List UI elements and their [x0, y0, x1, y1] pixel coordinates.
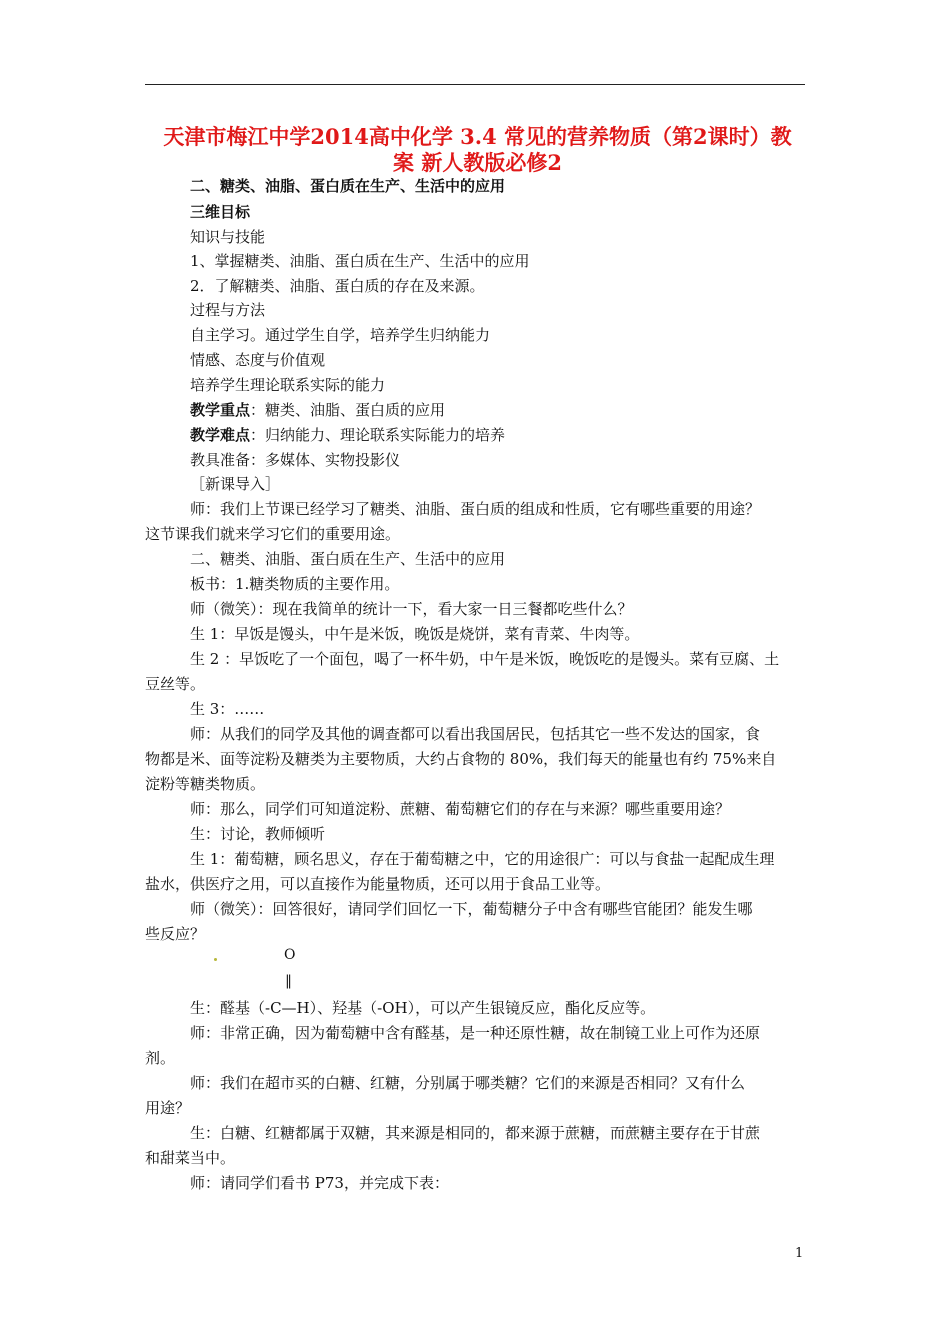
- teacher-2-line-1: 师：从我们的同学及其他的调查都可以看出我国居民，包括其它一些不发达的国家，食: [190, 725, 761, 743]
- student-2-line-1: 生 2 ：早饭吃了一个面包，喝了一杯牛奶，中午是米饭，晚饭吃的是馒头。菜有豆腐、土: [190, 650, 780, 668]
- student-5-line-1: 生 1：葡萄糖，顾名思义，存在于葡萄糖之中，它的用途很广：可以与食盐一起配成生理: [190, 850, 775, 868]
- formula-double-bond: ‖: [285, 973, 292, 989]
- teacher-1: 师（微笑）：现在我简单的统计一下，看大家一日三餐都吃些什么？: [190, 600, 633, 618]
- teacher-6-line-2: 用途？: [145, 1099, 191, 1117]
- student-6: 生：醛基（-C—H）、羟基（-OH），可以产生银镜反应，酯化反应等。: [190, 999, 656, 1017]
- speck-mark: [214, 958, 217, 961]
- teacher-4-line-1: 师（微笑）：回答很好，请同学们回忆一下，葡萄糖分子中含有哪些官能团？能发生哪: [190, 900, 753, 918]
- difficulty-label: 教学难点: [190, 426, 251, 444]
- teacher-5-line-2: 剂。: [145, 1049, 176, 1067]
- document-title: [145, 124, 810, 176]
- intro-heading: ［新课导入］: [190, 475, 281, 493]
- key-point: [190, 400, 815, 420]
- section-heading: 二、糖类、油脂、蛋白质在生产、生活中的应用: [190, 177, 506, 195]
- student-4: 生：讨论，教师倾听: [190, 825, 326, 843]
- formula-oxygen: O: [284, 947, 296, 963]
- para-1-line-1: 师：我们上节课已经学习了糖类、油脂、蛋白质的组成和性质，它有哪些重要的用途？: [190, 500, 761, 518]
- student-3: 生 3：……: [190, 700, 265, 718]
- knowledge-heading: 知识与技能: [190, 228, 266, 246]
- page-number: 1: [795, 1246, 804, 1261]
- emotion-heading: 情感、态度与价值观: [190, 351, 326, 369]
- key-point-text: ：糖类、油脂、蛋白质的应用: [250, 401, 446, 419]
- teacher-7: 师：请同学们看书 P73，并完成下表：: [190, 1174, 449, 1192]
- para-1-line-2: 这节课我们就来学习它们的重要用途。: [145, 525, 401, 543]
- difficulty-text: ：归纳能力、理论联系实际能力的培养: [250, 426, 506, 444]
- teacher-3: 师：那么，同学们可知道淀粉、蔗糖、葡萄糖它们的存在与来源？哪些重要用途？: [190, 800, 731, 818]
- teacher-5-line-1: 师：非常正确，因为葡萄糖中含有醛基，是一种还原性糖，故在制镜工业上可作为还原: [190, 1024, 761, 1042]
- difficulty-point: [190, 425, 815, 445]
- section-2-heading: 二、糖类、油脂、蛋白质在生产、生活中的应用: [190, 550, 506, 568]
- student-5-line-2: 盐水，供医疗之用，可以直接作为能量物质，还可以用于食品工业等。: [145, 875, 611, 893]
- goals-heading: 三维目标: [190, 203, 251, 221]
- process-text: 自主学习。通过学生自学，培养学生归纳能力: [190, 326, 491, 344]
- title-line-1: 天津市梅江中学2014高中化学 3.4 常见的营养物质（第2课时）教: [163, 124, 792, 149]
- student-7-line-2: 和甜菜当中。: [145, 1149, 236, 1167]
- title-line-2: 案 新人教版必修2: [393, 150, 562, 175]
- teacher-2-line-3: 淀粉等糖类物质。: [145, 775, 266, 793]
- student-7-line-1: 生：白糖、红糖都属于双糖，其来源是相同的，都来源于蔗糖，而蔗糖主要存在于甘蔗: [190, 1124, 761, 1142]
- header-rule: [145, 84, 805, 85]
- emotion-text: 培养学生理论联系实际的能力: [190, 376, 386, 394]
- student-1: 生 1：早饭是馒头，中午是米饭，晚饭是烧饼，菜有青菜、牛肉等。: [190, 625, 640, 643]
- student-2-line-2: 豆丝等。: [145, 675, 206, 693]
- key-point-label: 教学重点: [190, 401, 251, 419]
- process-heading: 过程与方法: [190, 301, 266, 319]
- teacher-2-line-2: 物都是米、面等淀粉及糖类为主要物质，大约占食物的 80%，我们每天的能量也有约 75%来自: [145, 750, 777, 768]
- teacher-4-line-2: 些反应？: [145, 925, 206, 943]
- teacher-6-line-1: 师：我们在超市买的白糖、红糖，分别属于哪类糖？它们的来源是否相同？又有什么: [190, 1074, 746, 1092]
- tools-text: 教具准备：多媒体、实物投影仪: [190, 451, 401, 469]
- board-text: 板书：1.糖类物质的主要作用。: [190, 575, 400, 593]
- knowledge-item-2: 2．了解糖类、油脂、蛋白质的存在及来源。: [190, 277, 485, 295]
- knowledge-item-1: 1、掌握糖类、油脂、蛋白质在生产、生活中的应用: [190, 252, 530, 270]
